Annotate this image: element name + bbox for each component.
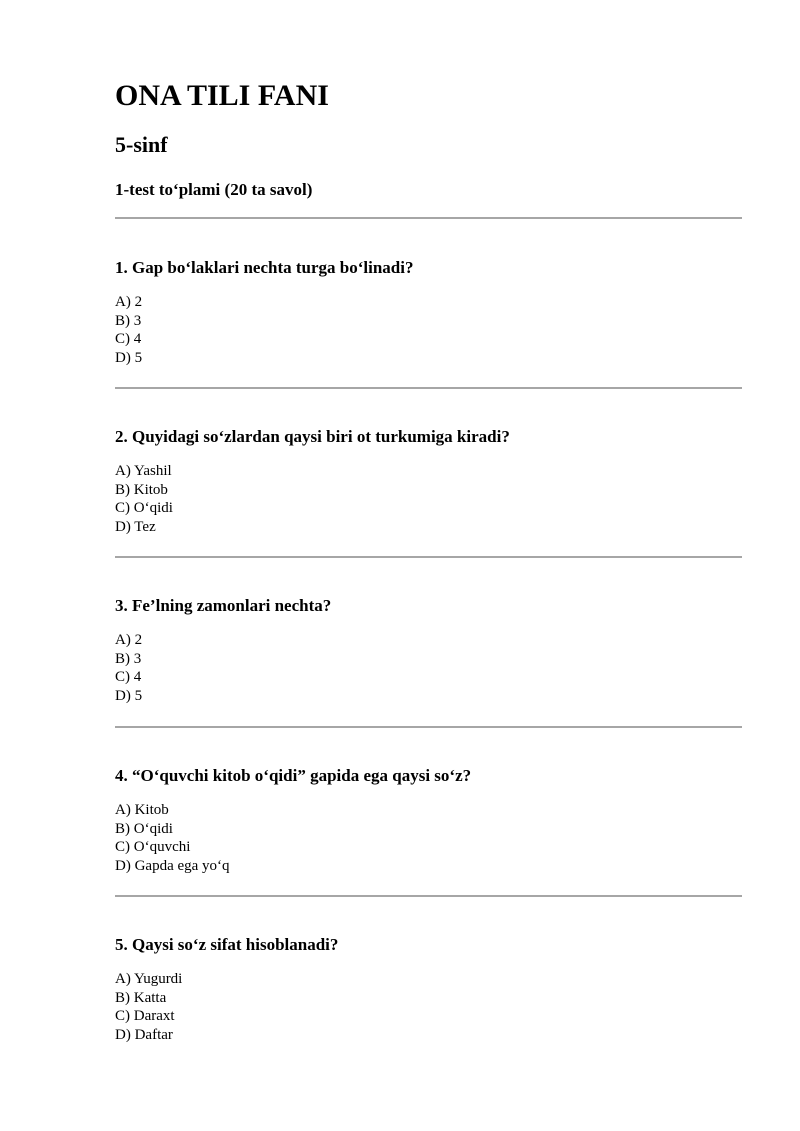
options-list — [115, 462, 742, 537]
option-c: C) 4 — [115, 669, 142, 686]
option-c: C) 4 — [115, 331, 142, 348]
option-d: D) 5 — [115, 350, 143, 367]
options-list — [115, 631, 742, 706]
options-list — [115, 801, 742, 876]
option-a: A) Yashil — [115, 463, 172, 479]
test-set-subtitle: 1-test to‘plami (20 ta savol) — [115, 180, 313, 199]
question-text: 3. Fe’lning zamonlari nechta? — [115, 596, 332, 615]
option-c: C) Daraxt — [115, 1008, 175, 1025]
option-b: B) 3 — [115, 312, 142, 329]
question-text: 1. Gap bo‘laklari nechta turga bo‘linadi? — [115, 258, 414, 277]
options-list — [115, 293, 742, 368]
option-a: A) 2 — [115, 632, 143, 648]
option-b: B) Katta — [115, 989, 167, 1006]
option-c: C) O‘qidi — [115, 500, 173, 517]
divider — [115, 217, 742, 219]
divider — [115, 726, 742, 728]
option-d: D) Tez — [115, 519, 156, 536]
divider — [115, 556, 742, 558]
option-b: B) Kitob — [115, 481, 168, 498]
option-d: D) 5 — [115, 688, 143, 705]
question-2 — [115, 426, 742, 537]
option-b: B) 3 — [115, 650, 142, 667]
option-a: A) Yugurdi — [115, 971, 183, 987]
option-b: B) O‘qidi — [115, 820, 173, 837]
option-c: C) O‘quvchi — [115, 839, 191, 856]
page-title: ONA TILI FANI — [115, 79, 329, 112]
divider — [115, 895, 742, 897]
option-d: D) Daftar — [115, 1027, 173, 1044]
options-list — [115, 970, 742, 1045]
question-text: 2. Quyidagi so‘zlardan qaysi biri ot turkumiga kiradi? — [115, 427, 510, 446]
question-1 — [115, 257, 742, 368]
question-text: 5. Qaysi so‘z sifat hisoblanadi? — [115, 935, 339, 954]
question-5 — [115, 934, 742, 1045]
option-a: A) 2 — [115, 294, 143, 310]
question-3 — [115, 595, 742, 706]
option-d: D) Gapda ega yo‘q — [115, 858, 230, 875]
option-a: A) Kitob — [115, 802, 169, 818]
grade-heading: 5-sinf — [115, 132, 168, 157]
question-4 — [115, 765, 742, 876]
question-text: 4. “O‘quvchi kitob o‘qidi” gapida ega qaysi so‘z? — [115, 766, 472, 785]
divider — [115, 387, 742, 389]
